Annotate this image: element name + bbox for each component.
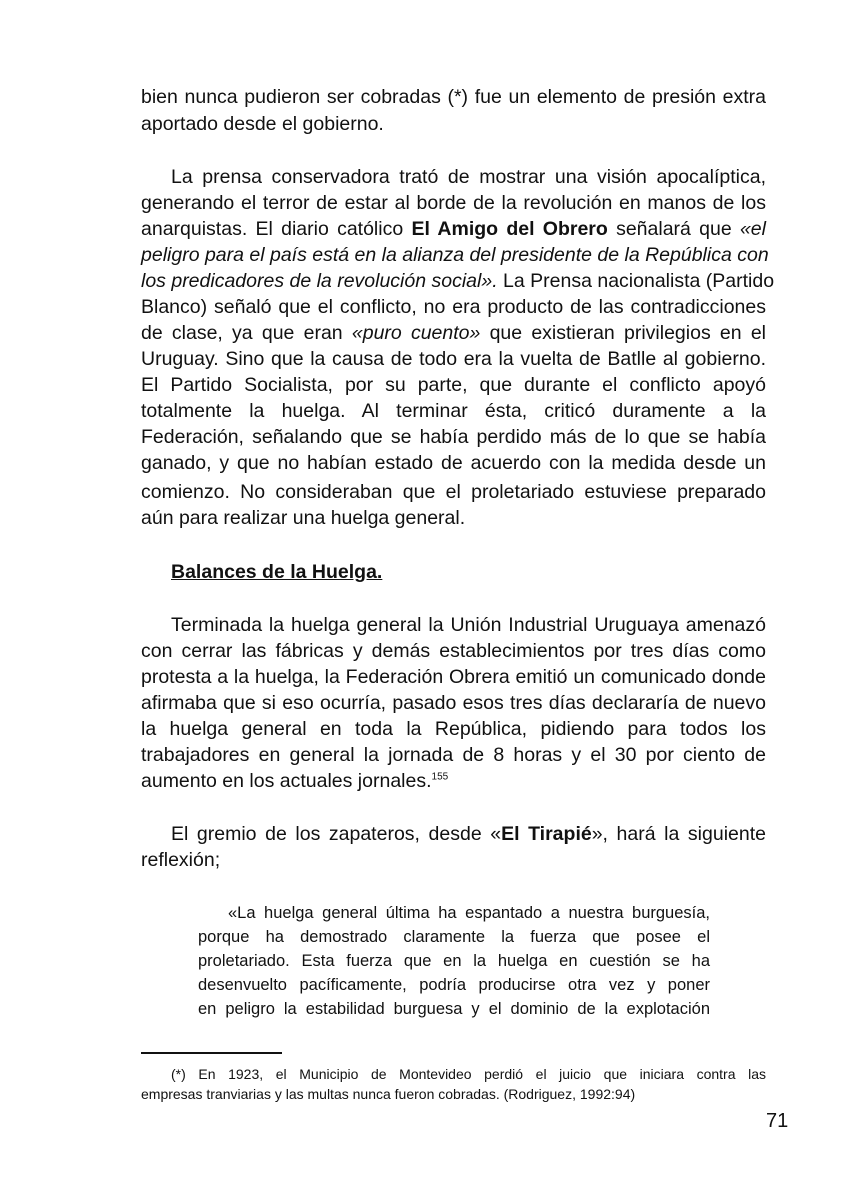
- footnote-line: empresas tranviarias y las multas nunca fueron cobradas. (Rodriguez, 1992:94): [141, 1086, 636, 1102]
- text-run: que existieran privilegios en el: [480, 322, 766, 344]
- quote-line: desenvuelto pacíficamente, podría producirse otra vez y poner: [198, 976, 710, 994]
- text-run: de clase, ya que eran: [141, 322, 352, 344]
- body-line: con cerrar las fábricas y demás establecimientos por tres días como: [141, 640, 766, 662]
- body-line: aún para realizar una huelga general.: [141, 507, 466, 529]
- body-line: Blanco) señaló que el conflicto, no era producto de las contradicciones: [141, 296, 766, 318]
- section-heading: Balances de la Huelga.: [171, 561, 383, 583]
- body-line: La prensa conservadora trató de mostrar una visión apocalíptica,: [171, 166, 766, 188]
- quoted-text: «puro cuento»: [351, 322, 481, 344]
- body-line: Federación, señalando que se había perdido más de lo que se había: [141, 426, 766, 448]
- text-run: La Prensa nacionalista (Partido: [497, 270, 775, 292]
- text-run: El gremio de los zapateros, desde «: [171, 823, 502, 845]
- body-line: la huelga general en toda la República, pidiendo para todos los: [141, 718, 766, 740]
- page-number: 71: [766, 1110, 789, 1132]
- text-run: señalará que: [607, 218, 740, 240]
- body-line: trabajadores en general la jornada de 8 horas y el 30 por ciento de: [141, 744, 766, 766]
- newspaper-name: El Amigo del Obrero: [411, 218, 608, 240]
- body-line: protesta a la huelga, la Federación Obrera emitió un comunicado donde: [141, 666, 766, 688]
- body-line: bien nunca pudieron ser cobradas (*) fue un elemento de presión extra: [141, 86, 766, 108]
- body-line: Uruguay. Sino que la causa de todo era la vuelta de Batlle al gobierno.: [141, 348, 766, 370]
- quote-line: en peligro la estabilidad burguesa y el dominio de la explotación: [198, 1000, 710, 1018]
- body-line: [141, 268, 775, 294]
- body-line: [141, 242, 769, 268]
- quoted-text: «el: [739, 218, 766, 240]
- body-line: Terminada la huelga general la Unión Industrial Uruguaya amenazó: [171, 614, 766, 636]
- footnote-line: (*) En 1923, el Municipio de Montevideo perdió el juicio que iniciara contra las: [171, 1066, 766, 1082]
- body-line: [171, 821, 766, 847]
- quoted-text: los predicadores de la revolución social».: [141, 270, 498, 292]
- body-line: generando el terror de estar al borde de la revolución en manos de los: [141, 192, 766, 214]
- body-line: aportado desde el gobierno.: [141, 113, 384, 135]
- body-line: [141, 216, 766, 242]
- body-line: comienzo. No consideraban que el proletariado estuviese preparado: [141, 481, 766, 503]
- body-line: totalmente la huelga. Al terminar ésta, criticó duramente a la: [141, 400, 766, 422]
- quote-line: porque ha demostrado claramente la fuerza que posee el: [198, 928, 710, 946]
- body-line: [141, 320, 766, 346]
- text-run: aumento en los actuales jornales.: [141, 770, 432, 792]
- quote-line: proletariado. Esta fuerza que en la huelga en cuestión se ha: [198, 952, 710, 970]
- body-line: reflexión;: [141, 849, 221, 871]
- quote-line: «La huelga general última ha espantado a nuestra burguesía,: [228, 904, 710, 922]
- footnote-divider: [141, 1052, 282, 1054]
- text-run: anarquistas. El diario católico: [141, 218, 412, 240]
- body-line: ganado, y que no habían estado de acuerdo con la medida desde un: [141, 452, 766, 474]
- body-line: afirmaba que si eso ocurría, pasado esos tres días declararía de nuevo: [141, 692, 766, 714]
- body-line: El Partido Socialista, por su parte, que durante el conflicto apoyó: [141, 374, 766, 396]
- quoted-text: peligro para el país está en la alianza del presidente de la República con: [141, 244, 769, 266]
- footnote-reference: 155: [431, 771, 449, 783]
- text-run: », hará la siguiente: [591, 823, 766, 845]
- body-line: [141, 768, 766, 794]
- newspaper-name: El Tirapié: [501, 823, 592, 845]
